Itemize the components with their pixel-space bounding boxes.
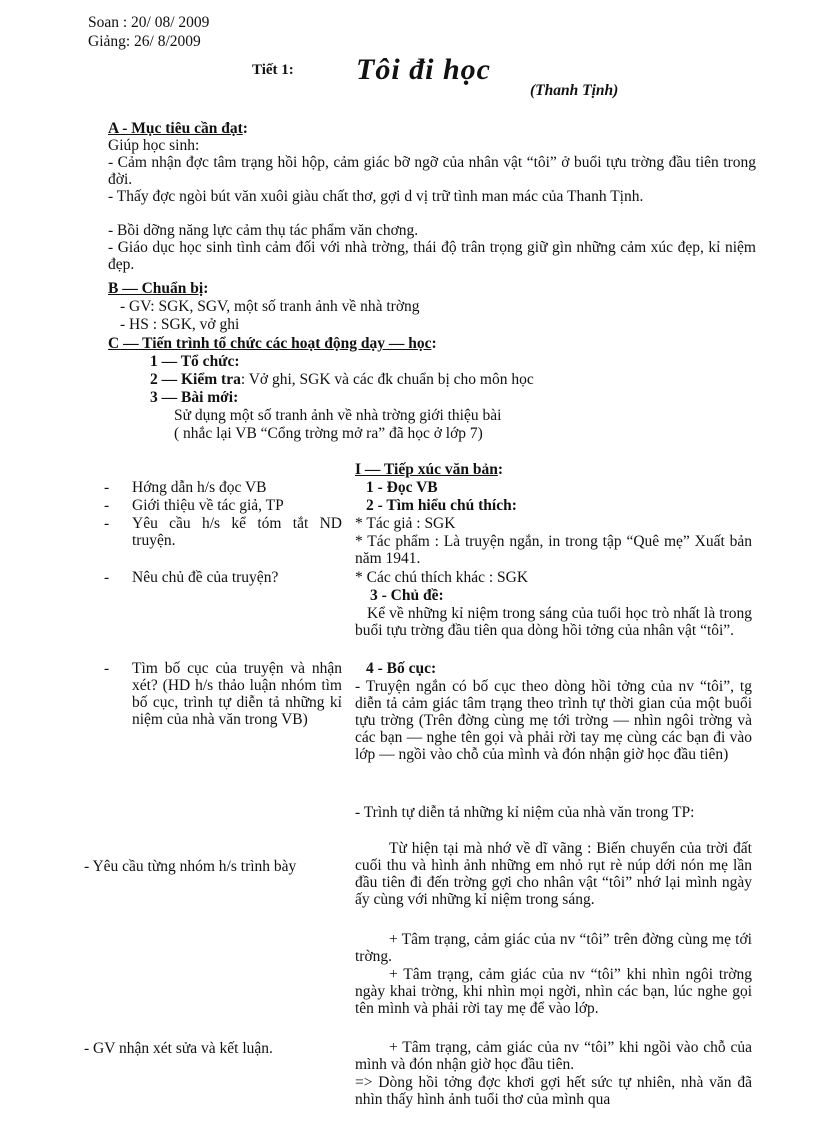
left-item-1: Hớng dẫn h/s đọc VB [132, 479, 267, 496]
right-r1: 1 - Đọc VB [366, 479, 438, 496]
left-dash-4: - [104, 569, 110, 586]
soan-date: Soan : 20/ 08/ 2009 [88, 14, 210, 31]
section-b-line-1: - GV: SGK, SGV, một số tranh ảnh về nhà trờng [120, 298, 420, 315]
right-r4-text-6: + Tâm trạng, cảm giác của nv “tôi” khi ngồi vào chỗ của mình và đón nhận giờ học đầu tiên. [355, 1039, 752, 1073]
left-dash-5: - [104, 660, 110, 677]
right-r4-text-3: Từ hiện tại mà nhớ về dĩ vãng : Biến chuyển của trời đất cuối thu và hình ảnh những em nhỏ rụt rè núp dới nón mẹ lần đầu tiên đi đến trờng gợi cho nhân vật “tôi” nhớ lại mình ngày ấy cùng với những kỉ niệm trong sáng. [355, 840, 752, 908]
section-a-line-1: - Cảm nhận đợc tâm trạng hồi hộp, cảm giác bỡ ngỡ của nhân vật “tôi” ở buổi tựu trờng đầu tiên trong đời. [108, 154, 756, 188]
step-3-line-1: Sử dụng một số tranh ảnh về nhà trờng giới thiệu bài [174, 407, 502, 424]
section-a-line-4: - Giáo dục học sinh tình cảm đối với nhà trờng, thái độ trân trọng giữ gìn những cảm xúc đẹp, kỉ niệm đẹp. [108, 239, 756, 273]
left-dash-1: - [104, 479, 110, 496]
left-extra-2: - GV nhận xét sửa và kết luận. [84, 1040, 273, 1057]
left-dash-2: - [104, 497, 110, 514]
right-r4-text-5: + Tâm trạng, cảm giác của nv “tôi” khi nhìn ngôi trờng ngày khai trờng, khi nhìn mọi ngời, nhìn các bạn, lúc nghe gọi tên mình và phải rời tay mẹ để vào lớp. [355, 966, 752, 1017]
right-tacpham: * Tác phẩm : Là truyện ngắn, in trong tập “Quê mẹ” Xuất bản năm 1941. [355, 533, 752, 567]
lesson-title: Tôi đi học [356, 53, 491, 86]
right-r4-text-1: - Truyện ngắn có bố cục theo dòng hồi tởng của nv “tôi”, tg diễn tả cảm giác tâm trạng theo trình tự thời gian của một buổi tựu trờng (Trên đờng cùng mẹ tới trờng — nhìn ngôi trờng và các bạn — nghe tên gọi và phải rời tay mẹ cùng các bạn đi vào lớp — ngồi vào chỗ của mình và đón nhận giờ học đầu tiên) [355, 678, 752, 763]
part-1-heading: I — Tiếp xúc văn bản: [355, 461, 504, 478]
section-a-line-2: - Thấy đợc ngòi bút văn xuôi giàu chất thơ, gợi d vị trữ tình man mác của Thanh Tịnh. [108, 188, 644, 205]
step-2: 2 — Kiểm tra: Vở ghi, SGK và các đk chuẩn bị cho môn học [150, 371, 534, 388]
right-tacgia: * Tác giả : SGK [355, 515, 456, 532]
right-r4-text-2: - Trình tự diễn tả những kỉ niệm của nhà văn trong TP: [355, 804, 695, 821]
right-r4: 4 - Bố cục: [366, 660, 437, 677]
giang-date: Giảng: 26/ 8/2009 [88, 33, 201, 50]
section-b-line-2: - HS : SGK, vở ghi [120, 316, 240, 333]
right-r4-text-4: + Tâm trạng, cảm giác của nv “tôi” trên đờng cùng mẹ tới trờng. [355, 931, 752, 965]
left-item-4: Nêu chủ đề của truyện? [132, 569, 279, 586]
right-chuthich: * Các chú thích khác : SGK [355, 569, 529, 586]
author: (Thanh Tịnh) [530, 82, 619, 99]
section-a-heading: A - Mục tiêu cần đạt: [108, 120, 248, 137]
right-r2: 2 - Tìm hiểu chú thích: [366, 497, 517, 514]
section-b-heading: B — Chuẩn bị: [108, 280, 209, 297]
right-r3-text: Kể về những kỉ niệm trong sáng của tuổi học trò nhất là trong buổi tựu trờng đầu tiên qua dòng hồi tởng của nhân vật “tôi”. [355, 605, 752, 639]
left-item-3: Yêu cầu h/s kể tóm tắt ND truyện. [132, 515, 342, 549]
left-item-2: Giới thiệu về tác giả, TP [132, 497, 284, 514]
left-dash-3: - [104, 515, 110, 532]
right-r3: 3 - Chủ đề: [370, 587, 444, 604]
step-3: 3 — Bài mới: [150, 389, 239, 406]
step-1: 1 — Tổ chức: [150, 353, 240, 370]
right-r4-text-7: => Dòng hồi tởng đợc khơi gợi hết sức tự nhiên, nhà văn đã nhìn thấy hình ảnh tuổi thơ của mình qua [355, 1074, 752, 1108]
section-a-line-3: - Bồi dỡng năng lực cảm thụ tác phẩm văn chơng. [108, 222, 419, 239]
section-c-heading: C — Tiến trình tổ chức các hoạt động dạy — học: [108, 335, 437, 352]
lesson-number: Tiết 1: [252, 62, 294, 78]
step-3-line-2: ( nhắc lại VB “Cổng trờng mở ra” đã học ở lớp 7) [174, 425, 483, 442]
left-extra-1: - Yêu cầu từng nhóm h/s trình bày [84, 858, 297, 875]
left-item-5: Tìm bố cục của truyện và nhận xét? (HD h/s thảo luận nhóm tìm bố cục, trình tự diễn tả những kỉ niệm của nhà văn trong VB) [132, 660, 342, 728]
section-a-intro: Giúp học sinh: [108, 137, 200, 154]
